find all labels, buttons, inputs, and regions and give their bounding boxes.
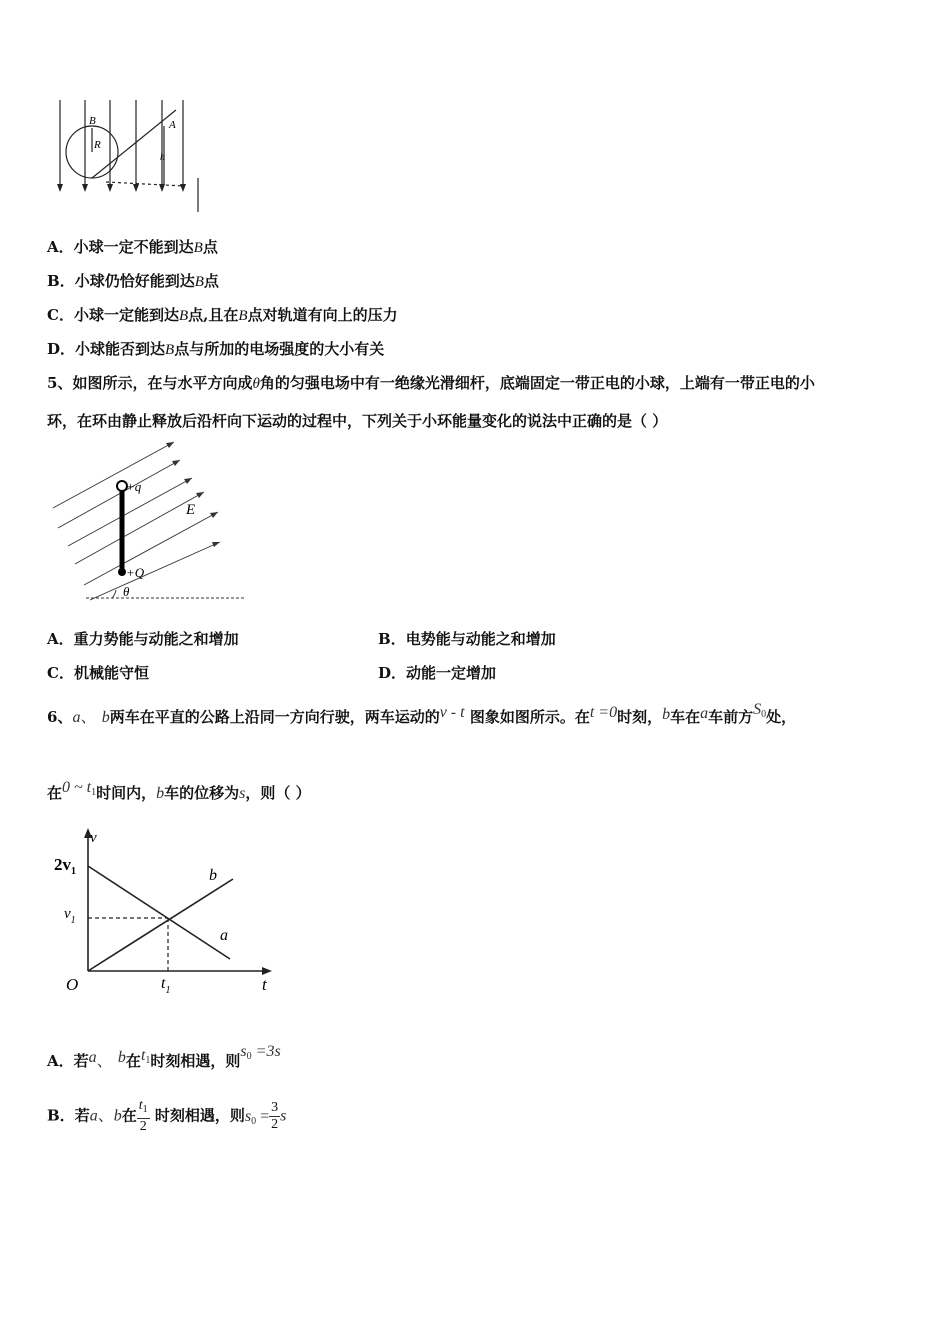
point-label: B bbox=[194, 274, 204, 290]
option-letter: A bbox=[47, 1052, 59, 1070]
label-theta: θ bbox=[123, 584, 130, 599]
fraction-t1-over-2: $\frac{t_1}{2}$ bbox=[138, 1098, 148, 1134]
t-axis-arrow bbox=[262, 967, 272, 975]
angle-arc bbox=[112, 590, 116, 598]
option-text: 重力势能与动能之和增加 bbox=[73, 630, 239, 648]
option-text: 点,且在 bbox=[188, 306, 239, 324]
label-r: R bbox=[94, 139, 101, 151]
fraction-3-over-2: $\frac{3}{2}$ bbox=[271, 1100, 279, 1132]
label-E: E bbox=[186, 502, 196, 518]
q5-stem-line1: 5、如图所示，在与水平方向成θ角的匀强电场中有一绝缘光滑细杆，底端固定一带正电的小球，上端有一带正电的小 bbox=[47, 374, 815, 392]
option-text: 小球仍恰好能到达 bbox=[74, 272, 195, 290]
q6-stem-line2: 在0 ~ $t_1$时间内，b车的位移为s，则（ ） bbox=[47, 779, 311, 802]
question-number: 5、 bbox=[47, 374, 73, 392]
question-number: 6、 bbox=[47, 708, 73, 726]
q4-option-b[interactable]: B．小球仍恰好能到达B点 bbox=[47, 272, 219, 290]
q5-option-a[interactable]: A．重力势能与动能之和增加 bbox=[47, 630, 239, 648]
option-text: 电势能与动能之和增加 bbox=[405, 630, 556, 648]
q5-stem-line2: 环，在环由静止释放后沿杆向下运动的过程中，下列关于小环能量变化的说法中正确的是（ ） bbox=[47, 412, 668, 430]
option-letter: D bbox=[378, 664, 392, 682]
label-q: +q bbox=[126, 479, 142, 494]
point-label: B bbox=[178, 308, 189, 324]
option-letter: A bbox=[47, 630, 59, 648]
point-label: B bbox=[193, 240, 203, 256]
line-b bbox=[88, 879, 233, 971]
field-line bbox=[84, 512, 218, 585]
q4-option-a[interactable]: A．小球一定不能到达B点 bbox=[47, 238, 218, 256]
q4-option-c[interactable]: C．小球一定能到达B点,且在B点对轨道有向上的压力 bbox=[47, 306, 398, 324]
option-letter: C bbox=[47, 664, 59, 682]
q5-figure bbox=[50, 440, 250, 605]
q6-stem-line1: 6、a、 b两车在平直的公路上沿同一方向行驶，两车运动的v - t 图象如图所示。在t =0时刻，b车在a车前方$S_0$处， bbox=[47, 701, 797, 726]
option-text: 小球一定能到达 bbox=[73, 306, 179, 324]
field-line bbox=[75, 492, 204, 564]
option-letter: B bbox=[378, 630, 391, 648]
ground-dashed bbox=[106, 182, 184, 186]
option-letter: D bbox=[47, 340, 61, 358]
label-h: h bbox=[160, 152, 165, 163]
q6-vt-graph bbox=[50, 826, 282, 1001]
option-tail: 点与所加的电场强度的大小有关 bbox=[174, 340, 385, 358]
incline-track bbox=[92, 110, 176, 178]
theta-symbol: θ bbox=[252, 376, 260, 392]
axis-v-label: v bbox=[90, 830, 97, 846]
axis-t-label: t bbox=[262, 975, 267, 994]
option-text: 机械能守恒 bbox=[73, 664, 149, 682]
option-text: 小球能否到达 bbox=[75, 340, 166, 358]
label-t1: $t_1$ bbox=[161, 975, 171, 996]
option-text: 小球一定不能到达 bbox=[73, 238, 194, 256]
option-tail: 点 bbox=[203, 272, 219, 290]
option-text: 动能一定增加 bbox=[406, 664, 497, 682]
option-letter: C bbox=[47, 306, 59, 324]
option-letter: A bbox=[47, 238, 59, 256]
option-letter: B bbox=[47, 1106, 60, 1125]
q4-figure bbox=[52, 96, 202, 214]
q5-option-b[interactable]: B．电势能与动能之和增加 bbox=[378, 630, 556, 648]
label-b: B bbox=[89, 115, 96, 127]
option-tail: 点对轨道有向上的压力 bbox=[247, 306, 398, 324]
q6-option-b[interactable]: B．若a、b在 $\frac{t_1}{2}$ 时刻相遇，则$s_0$ = $\frac{3}{2}$ s bbox=[47, 1098, 287, 1134]
option-letter: B bbox=[47, 272, 60, 290]
option-tail: 点 bbox=[202, 238, 218, 256]
q5-option-c[interactable]: C．机械能守恒 bbox=[47, 664, 149, 682]
label-a: A bbox=[169, 119, 176, 131]
label-Q: +Q bbox=[126, 565, 145, 580]
label-2v1: $2v_1$ bbox=[54, 855, 76, 877]
q6-option-a[interactable]: A．若a、 b在$t_1$时刻相遇，则$s_0 =3s$ bbox=[47, 1043, 281, 1070]
point-label: B bbox=[238, 308, 248, 324]
label-v1: $v_1$ bbox=[64, 906, 76, 926]
q4-option-d[interactable]: D．小球能否到达B点与所加的电场强度的大小有关 bbox=[47, 340, 385, 358]
q5-option-d[interactable]: D．动能一定增加 bbox=[378, 664, 497, 682]
point-label: B bbox=[165, 342, 175, 358]
origin-label: O bbox=[66, 975, 79, 994]
label-line-b: b bbox=[209, 867, 217, 884]
label-line-a: a bbox=[220, 927, 228, 944]
fixed-ball bbox=[118, 568, 126, 576]
